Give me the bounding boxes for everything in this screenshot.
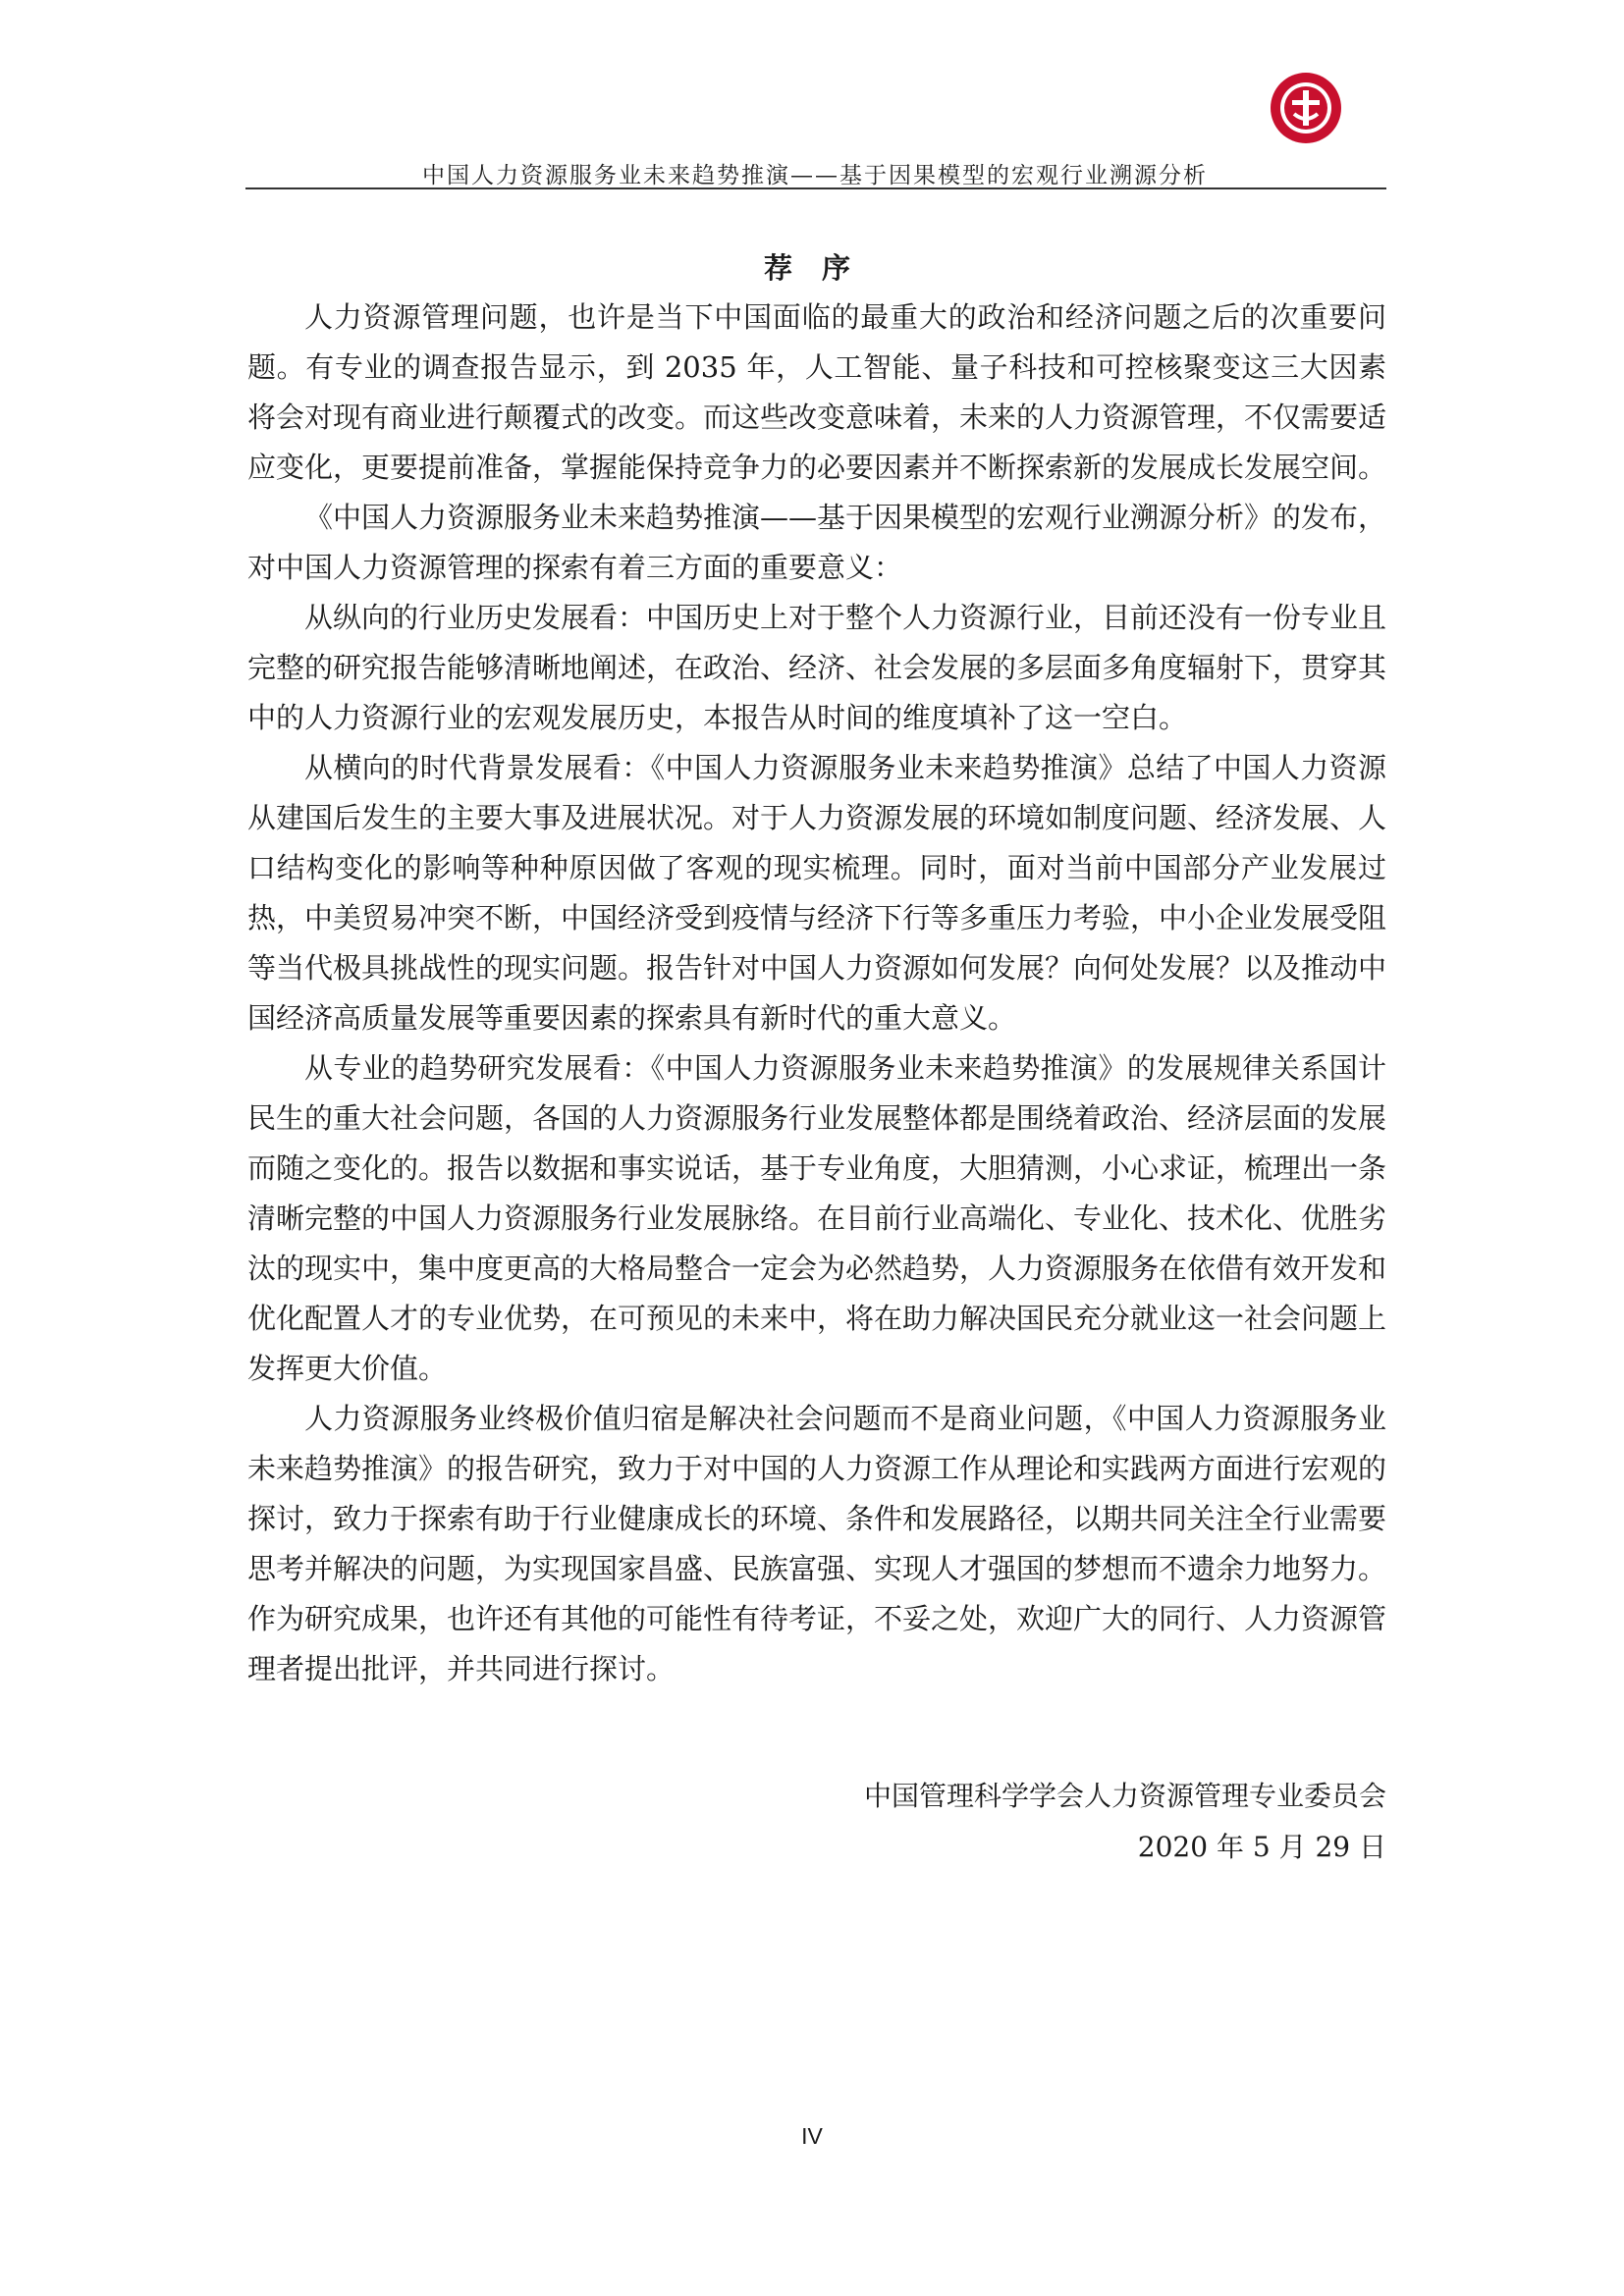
running-header-title: 中国人力资源服务业未来趋势推演——基于因果模型的宏观行业溯源分析	[422, 163, 1208, 188]
signature-organization: 中国管理科学学会人力资源管理专业委员会	[863, 1780, 1386, 1812]
paragraph: 从横向的时代背景发展看：《中国人力资源服务业未来趋势推演》总结了中国人力资源从建国后发生的主要大事及进展状况。对于人力资源发展的环境如制度问题、经济发展、人口结构变化的影响等种种原因做了客观的现实梳理。同时，面对当前中国部分产业发展过热，中美贸易冲突不断，中国经济受到疫情与经济下行等多重压力考验，中小企业发展受阻等当代极具挑战性的现实问题。报告针对中国人力资源如何发展？向何处发展？以及推动中国经济高质量发展等重要因素的探索具有新时代的重大意义。	[247, 751, 1387, 1035]
society-seal-logo-icon	[1269, 71, 1343, 145]
page-title: 荐 序	[763, 251, 861, 285]
body-text	[247, 293, 1386, 1694]
header-divider	[245, 187, 1386, 189]
signature-block	[864, 1771, 1386, 1873]
signature-date: 2020 年 5 月 29 日	[1137, 1831, 1386, 1863]
paragraph: 从专业的趋势研究发展看：《中国人力资源服务业未来趋势推演》的发展规律关系国计民生的重大社会问题，各国的人力资源服务行业发展整体都是围绕着政治、经济层面的发展而随之变化的。报告以数据和事实说话，基于专业角度，大胆猜测，小心求证，梳理出一条清晰完整的中国人力资源服务行业发展脉络。在目前行业高端化、专业化、技术化、优胜劣汰的现实中，集中度更高的大格局整合一定会为必然趋势，人力资源服务在依借有效开发和优化配置人才的专业优势，在可预见的未来中，将在助力解决国民充分就业这一社会问题上发挥更大价值。	[247, 1051, 1387, 1385]
paragraph: 从纵向的行业历史发展看：中国历史上对于整个人力资源行业，目前还没有一份专业且完整的研究报告能够清晰地阐述，在政治、经济、社会发展的多层面多角度辐射下，贯穿其中的人力资源行业的宏观发展历史，本报告从时间的维度填补了这一空白。	[247, 601, 1387, 734]
page-number: IV	[801, 2123, 823, 2149]
paragraph: 人力资源服务业终极价值归宿是解决社会问题而不是商业问题，《中国人力资源服务业未来趋势推演》的报告研究，致力于对中国的人力资源工作从理论和实践两方面进行宏观的探讨，致力于探索有助于行业健康成长的环境、条件和发展路径，以期共同关注全行业需要思考并解决的问题，为实现国家昌盛、民族富强、实现人才强国的梦想而不遗余力地努力。作为研究成果，也许还有其他的可能性有待考证，不妥之处，欢迎广大的同行、人力资源管理者提出批评，并共同进行探讨。	[247, 1402, 1387, 1685]
paragraph: 《中国人力资源服务业未来趋势推演——基于因果模型的宏观行业溯源分析》的发布，对中国人力资源管理的探索有着三方面的重要意义：	[247, 501, 1387, 584]
paragraph: 人力资源管理问题，也许是当下中国面临的最重大的政治和经济问题之后的次重要问题。有专业的调查报告显示，到 2035 年，人工智能、量子科技和可控核聚变这三大因素将会对现有商业进行颠覆式的改变。而这些改变意味着，未来的人力资源管理，不仅需要适应变化，更要提前准备，掌握能保持竞争力的必要因素并不断探索新的发展成长发展空间。	[247, 300, 1387, 484]
